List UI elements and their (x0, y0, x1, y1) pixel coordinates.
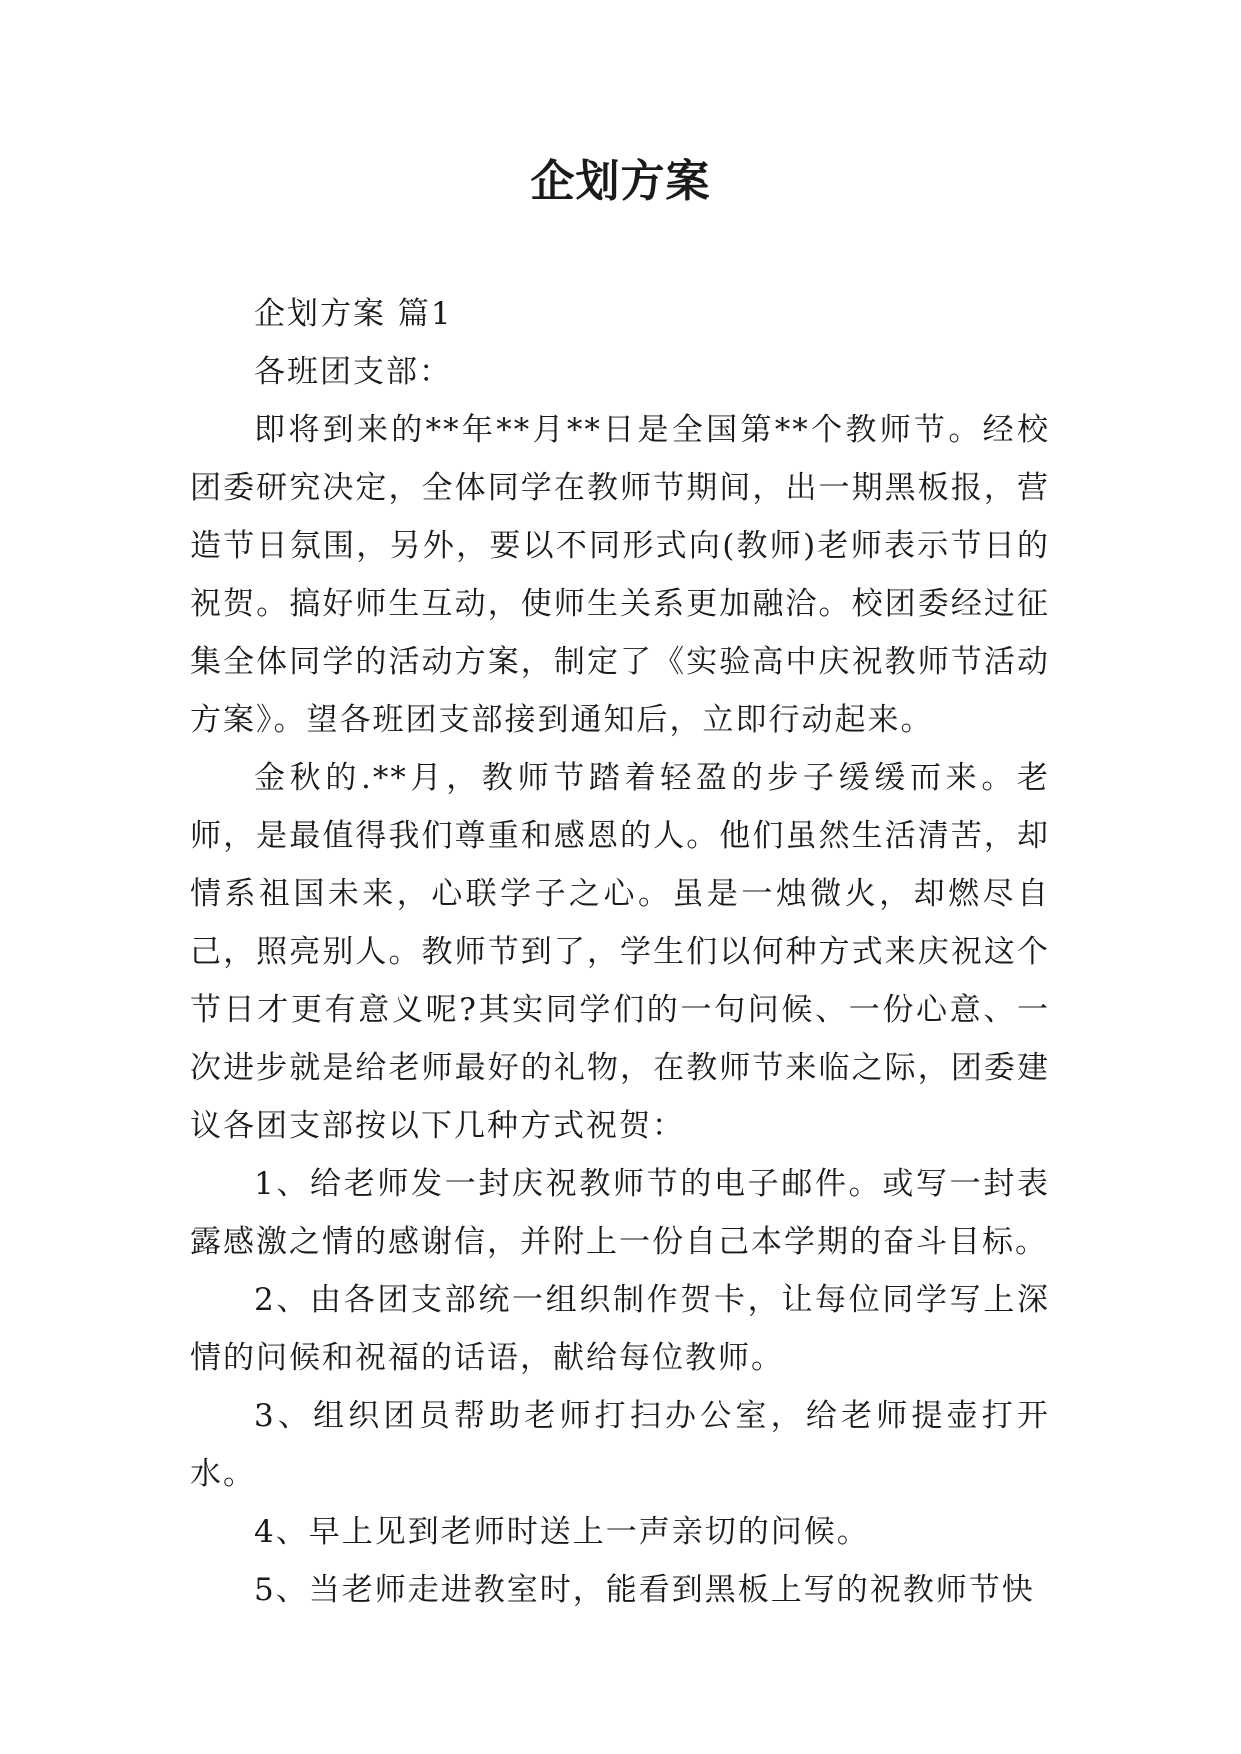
list-item: 4、早上见到老师时送上一声亲切的问候。 (254, 1514, 870, 1550)
list-item: 2、由各团支部统一组织制作贺卡，让每位同学写上深情的问候和祝福的话语，献给每位教师。 (190, 1282, 1050, 1376)
section-heading: 企划方案 篇1 (254, 296, 453, 332)
list-item: 1、给老师发一封庆祝教师节的电子邮件。或写一封表露感激之情的感谢信，并附上一份自己本学期的奋斗目标。 (190, 1166, 1050, 1260)
list-item: 5、当老师走进教室时，能看到黑板上写的祝教师节快 (254, 1572, 1035, 1608)
document-title: 企划方案 (530, 156, 711, 207)
list-item: 3、组织团员帮助老师打扫办公室，给老师提壶打开水。 (190, 1398, 1050, 1492)
paragraph: 即将到来的**年**月**日是全国第**个教师节。经校团委研究决定，全体同学在教师节期间，出一期黑板报，营造节日氛围，另外，要以不同形式向(教师)老师表示节日的祝贺。搞好师生互动，使师生关系更加融洽。校团委经过征集全体同学的活动方案，制定了《实验高中庆祝教师节活动方案》。望各班团支部接到通知后，立即行动起来。 (190, 412, 1050, 738)
document-body (190, 285, 1050, 1619)
salutation: 各班团支部： (254, 354, 452, 390)
paragraph: 金秋的.**月，教师节踏着轻盈的步子缓缓而来。老师，是最值得我们尊重和感恩的人。他们虽然生活清苦，却情系祖国未来，心联学子之心。虽是一烛微火，却燃尽自己，照亮别人。教师节到了，学生们以何种方式来庆祝这个节日才更有意义呢?其实同学们的一句问候、一份心意、一次进步就是给老师最好的礼物，在教师节来临之际，团委建议各团支部按以下几种方式祝贺： (190, 760, 1050, 1144)
